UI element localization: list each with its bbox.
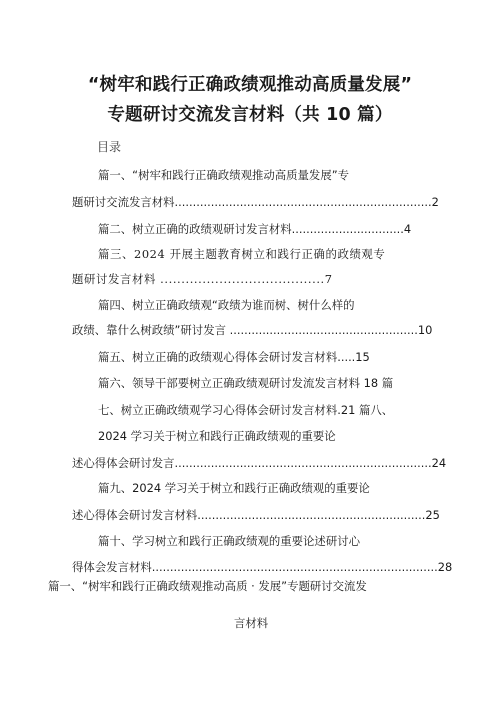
- toc-entry-1-line-1[interactable]: 篇一、“树牢和践行正确政绩观推动高质量发展”专: [98, 168, 350, 182]
- toc-entry-3-line-1[interactable]: 篇三、2024 开展主题教育树立和践行正确的政绩观专: [98, 247, 386, 261]
- toc-entry-10-line-2[interactable]: 得体会发言材料...............................................................................28: [72, 560, 453, 574]
- document-title-line-1: “树牢和践行正确政绩观推动高质量发展”: [87, 75, 413, 95]
- toc-entry-8-line-2[interactable]: 2024 学习关于树立和践行正确政绩观的重要论: [98, 429, 336, 443]
- toc-entry-1-line-2[interactable]: 题研讨交流发言材料.......................................................................2: [72, 195, 439, 209]
- toc-entry-2[interactable]: 篇二、树立正确的政绩观研讨发言材料...............................4: [98, 222, 412, 236]
- toc-entry-5[interactable]: 篇五、树立正确的政绩观心得体会研讨发言材料.....15: [98, 350, 370, 364]
- toc-entry-4-line-2[interactable]: 政绩、靠什么树政绩”研讨发言 ....................................................10: [72, 323, 433, 337]
- body-heading-line-1: 篇一、“树牢和践行正确政绩观推动高质 · 发展”专题研讨交流发: [48, 579, 367, 593]
- toc-heading: 目录: [97, 140, 122, 154]
- toc-entry-3-line-2[interactable]: 题研讨发言材料 .......................................7: [72, 272, 333, 286]
- toc-entry-10-line-1[interactable]: 篇十、学习树立和践行正确政绩观的重要论述研讨心: [98, 534, 360, 548]
- toc-entry-4-line-1[interactable]: 篇四、树立正确政绩观“政绩为谁而树、树什么样的: [98, 298, 355, 312]
- toc-entry-9-line-2[interactable]: 述心得体会研讨发言材料...............................................................25: [72, 508, 440, 522]
- toc-entry-8-line-3[interactable]: 述心得体会研讨发言.......................................................................24: [72, 456, 447, 470]
- toc-entry-7-8[interactable]: 七、树立正确政绩观学习心得体会研讨发言材料.21 篇八、: [98, 403, 394, 417]
- toc-entry-6[interactable]: 篇六、领导干部要树立正确政绩观研讨发流发言材料 18 篇: [98, 376, 394, 390]
- toc-entry-9-line-1[interactable]: 篇九、2024 学习关于树立和践行正确政绩观的重要论: [98, 481, 370, 495]
- document-title-line-2: 专题研讨交流发言材料（共 10 篇）: [107, 105, 393, 125]
- body-heading-line-2: 言材料: [234, 616, 269, 630]
